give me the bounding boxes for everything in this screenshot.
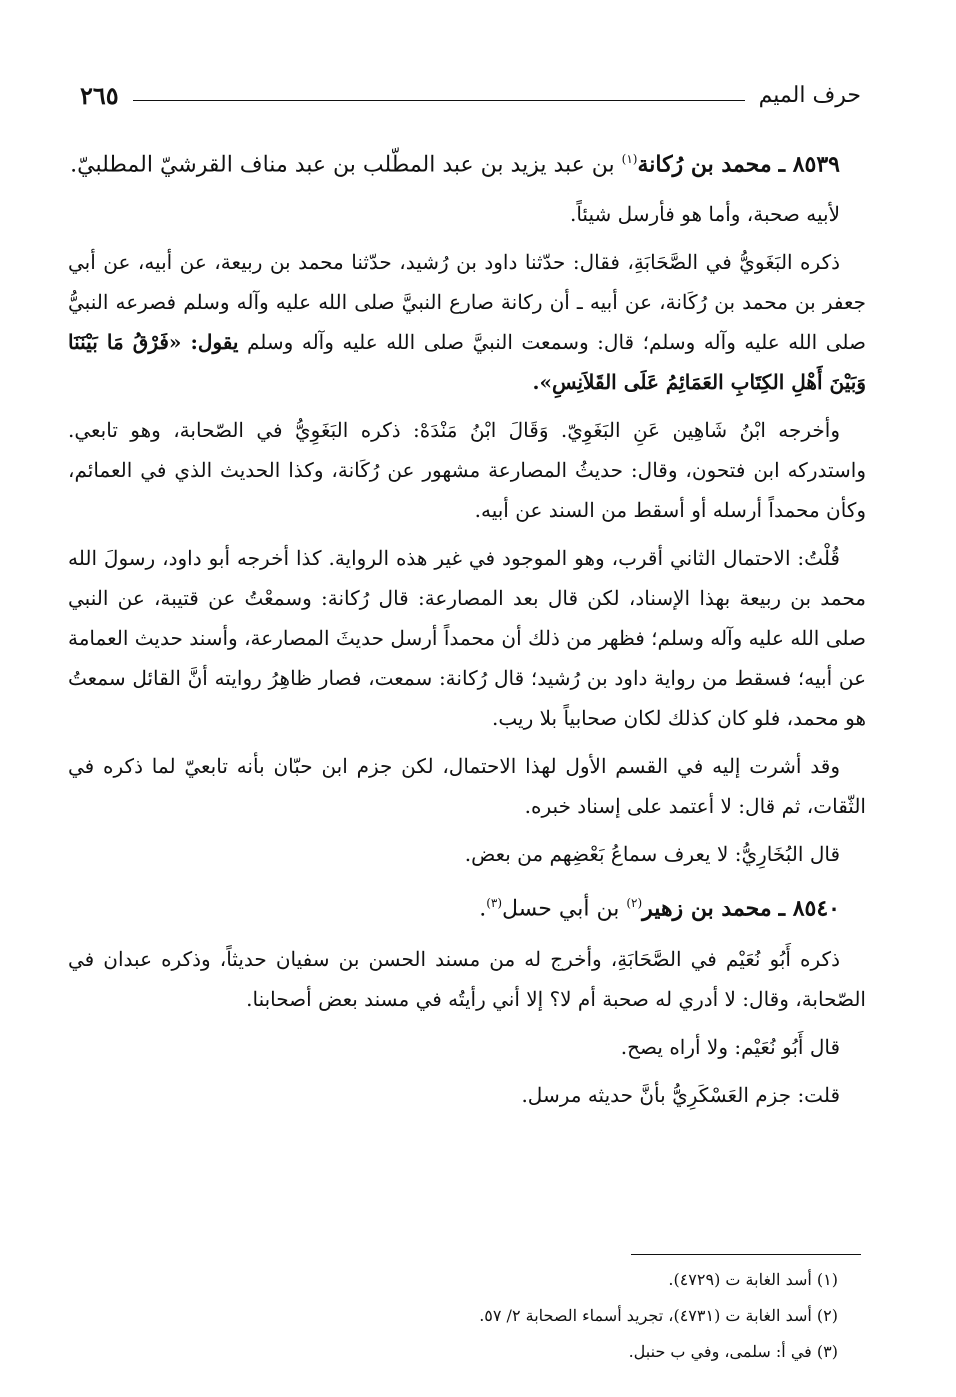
footnote-mark: (٣) xyxy=(486,896,503,911)
paragraph: قال أَبُو نُعَيْم: ولا أراه يصح. xyxy=(620,1034,840,1059)
footnote-mark: (١) xyxy=(621,152,638,166)
entry-number: ٨٥٣٩ ـ xyxy=(778,151,840,178)
footnote: (٢) أسد الغابة ت (٤٧٣١)، تجريد أسماء الصحابة ٢/ ٥٧. xyxy=(479,1306,838,1325)
page-number: ٢٦٥ xyxy=(80,80,119,110)
entry-number: ٨٥٤٠ ـ xyxy=(778,895,840,922)
running-head xyxy=(80,78,861,112)
entry-end: . xyxy=(479,896,487,922)
entry-name: محمد بن رُكانة xyxy=(637,151,772,178)
entry-lineage: بن عبد يزيد بن عبد المطّلب بن عبد مناف القرشيّ المطلبيّ. xyxy=(70,152,615,178)
footnote: (٣) في أ: سلمى، وفي ب حنبل. xyxy=(628,1342,838,1361)
paragraph: وقد أشرت إليه في القسم الأول لهذا الاحتمال، لكن جزم ابن حبّان بأنه تابعيّ لما ذكره في الثّقات، ثم قال: لا أعتمد على إسناد خبره. xyxy=(68,754,866,819)
paragraph-text: ذكره البَغَويُّ في الصَّحَابَةِ، فقال: حدّثنا داود بن رُشيد، حدّثنا محمد بن ربيعة، عن أبيه، عن أبي جعفر بن محمد بن رُكَانة، عن أبيه ـ أن ركانة صارع النبيَّ صلى الله عليه وآله وسلم فصرعه النبيُّ صلى الله عليه وآله وسلم؛ قال: وسمعت النبيَّ صلى الله عليه وآله وسلم xyxy=(68,250,866,355)
entry-8540-heading xyxy=(68,882,866,930)
main-text xyxy=(68,138,866,1123)
entry-name: محمد بن زهير xyxy=(642,895,772,922)
entry-lineage: بن أبي حسل xyxy=(502,896,620,922)
paragraph: ذكره أَبُو نُعَيْم في الصَّحَابَةِ، وأخرج له من مسند الحسن بن سفيان حديثاً، وذكره عبدان في الصّحابة، وقال: لا أدري له صحبة أم لا؟ إلا أني رأيتُه في مسند بعض أصحابنا. xyxy=(68,946,866,1011)
paragraph: قُلْتُ: الاحتمال الثاني أقرب، وهو الموجود في غير هذه الرواية. كذا أخرجه أبو داود، رسولَ الله محمد بن ربيعة بهذا الإسناد، لكن قال بعد المصارعة: قال رُكانة: وسمعْتُ عن قتيبة، عن النبي صلى الله عليه وآله وسلم؛ فظهر من ذلك أن محمداً أرسل حديثَ المصارعة، وأسند حديث العمامة عن أبيه؛ فسقط من رواية داود بن رُشيد؛ قال رُكانة: سمعت، فصار ظاهِرُ روايته أنَّ القائل سمعتُ هو محمد، فلو كان كذلك لكان صحابياً بلا ريب. xyxy=(68,546,866,731)
hadith-quote: يقول: «فَرْقُ مَا بَيْنَنَا وَبَيْنَ أَهْلِ الكِتَابِ العَمَائِمُ عَلَى القَلاَنِسِ». xyxy=(68,330,866,395)
footnote-separator xyxy=(631,1254,861,1255)
paragraph: قلت: جزم العَسْكَرِيُّ بأنَّ حديثه مرسل. xyxy=(521,1082,840,1107)
chapter-title: حرف الميم xyxy=(758,82,861,108)
paragraph: وأخرجه ابْنُ شَاهِين عَنِ البَغَوِيّ. وَقَالَ ابْنُ مَنْدَهْ: ذكره البَغَوِيُّ في الصّحابة، وهو تابعي. واستدركه ابن فتحون، وقال: حديثُ المصارعة مشهور عن رُكَانة، وكذا الحديث الذي في العمائم، وكأن محمداً أرسله أو أسقط من السند عن أبيه. xyxy=(68,418,866,523)
footnote-mark: (٢) xyxy=(626,896,643,911)
footnotes xyxy=(80,1262,838,1370)
paragraph: قال البُخَارِيُّ: لا يعرف سماعُ بَعْضِهم من بعض. xyxy=(464,842,840,867)
footnote: (١) أسد الغابة ت (٤٧٢٩). xyxy=(668,1270,838,1289)
paragraph: لأبيه صحبة، وأما هو فأرسل شيئاً. xyxy=(569,202,840,227)
entry-8539-heading xyxy=(68,138,866,186)
paragraph xyxy=(68,242,866,402)
header-rule xyxy=(133,100,745,101)
